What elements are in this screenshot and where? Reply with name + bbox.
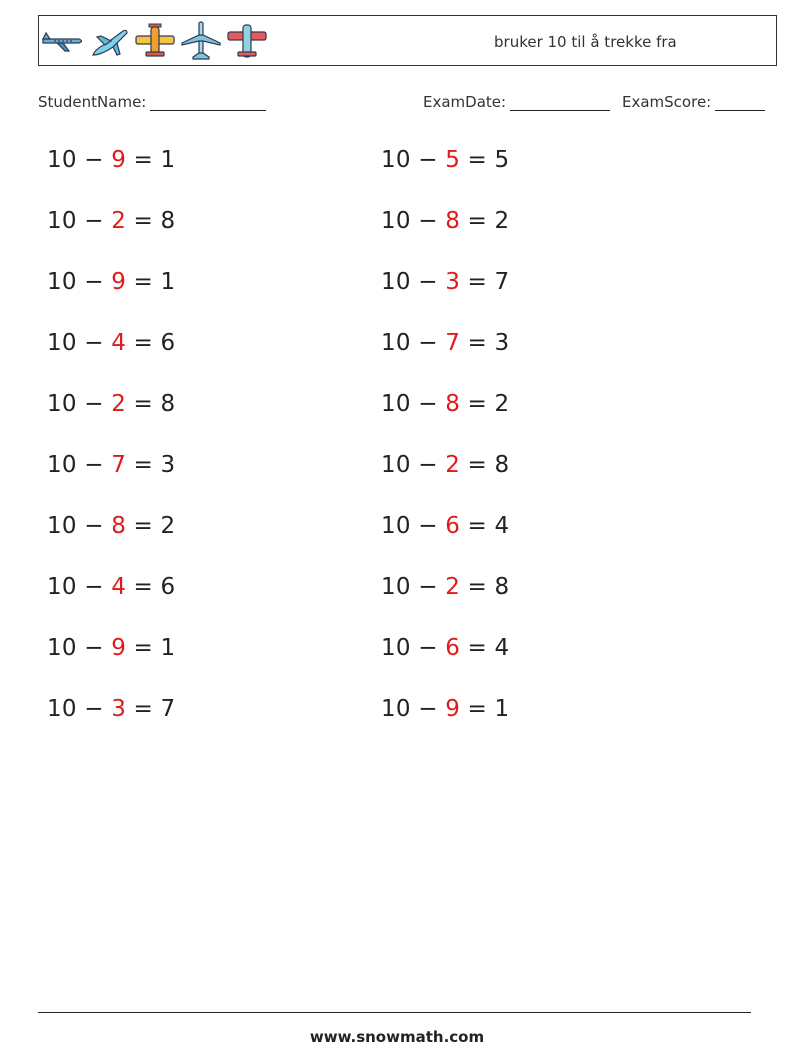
equals-sign: = [133, 330, 154, 356]
minuend: 10 [381, 391, 411, 417]
worksheet-title: bruker 10 til å trekke fra [494, 33, 677, 51]
minus-sign: − [84, 147, 104, 173]
subtrahend: 2 [445, 452, 461, 478]
minus-sign: − [84, 696, 104, 722]
minus-sign: − [84, 635, 104, 661]
answer: 1 [160, 269, 176, 295]
problem-right-2 [381, 208, 509, 234]
subtrahend: 5 [445, 147, 461, 173]
subtrahend: 4 [111, 330, 127, 356]
subtrahend: 9 [111, 269, 127, 295]
problem-right-1 [381, 147, 509, 173]
minuend: 10 [47, 208, 77, 234]
subtrahend: 3 [111, 696, 127, 722]
problem-left-3 [47, 269, 175, 295]
answer: 8 [160, 208, 176, 234]
answer: 8 [494, 574, 510, 600]
subtrahend: 2 [111, 208, 127, 234]
answer: 2 [494, 391, 510, 417]
minus-sign: − [418, 330, 438, 356]
minus-sign: − [84, 208, 104, 234]
equals-sign: = [467, 635, 488, 661]
equals-sign: = [133, 513, 154, 539]
minus-sign: − [418, 391, 438, 417]
minus-sign: − [418, 208, 438, 234]
passenger-plane-icon [179, 21, 223, 61]
answer: 6 [160, 574, 176, 600]
answer: 8 [494, 452, 510, 478]
answer: 5 [494, 147, 510, 173]
minuend: 10 [47, 147, 77, 173]
problem-left-8 [47, 574, 175, 600]
answer: 1 [160, 635, 176, 661]
minuend: 10 [381, 208, 411, 234]
problem-left-10 [47, 696, 175, 722]
problem-left-5 [47, 391, 175, 417]
subtrahend: 2 [445, 574, 461, 600]
minus-sign: − [418, 635, 438, 661]
minus-sign: − [84, 513, 104, 539]
exam-date-blank [510, 94, 610, 111]
subtrahend: 7 [111, 452, 127, 478]
answer: 3 [160, 452, 176, 478]
answer: 4 [494, 635, 510, 661]
minuend: 10 [381, 452, 411, 478]
minuend: 10 [381, 330, 411, 356]
subtrahend: 8 [445, 391, 461, 417]
exam-score-label: ExamScore: [622, 93, 712, 111]
swept-wing-plane-icon [87, 21, 131, 61]
subtrahend: 3 [445, 269, 461, 295]
problem-left-7 [47, 513, 175, 539]
equals-sign: = [133, 574, 154, 600]
problem-right-10 [381, 696, 509, 722]
minus-sign: − [418, 452, 438, 478]
problem-right-3 [381, 269, 509, 295]
minus-sign: − [418, 513, 438, 539]
equals-sign: = [467, 330, 488, 356]
exam-score-field [622, 93, 765, 111]
minuend: 10 [47, 513, 77, 539]
problem-left-1 [47, 147, 175, 173]
equals-sign: = [467, 696, 488, 722]
equals-sign: = [467, 147, 488, 173]
equals-sign: = [133, 208, 154, 234]
exam-score-blank [715, 94, 765, 111]
minuend: 10 [47, 574, 77, 600]
equals-sign: = [467, 391, 488, 417]
student-name-blank [150, 94, 266, 111]
exam-date-label: ExamDate: [423, 93, 507, 111]
equals-sign: = [467, 208, 488, 234]
minuend: 10 [381, 269, 411, 295]
minuend: 10 [381, 513, 411, 539]
minuend: 10 [381, 635, 411, 661]
minus-sign: − [418, 574, 438, 600]
minuend: 10 [47, 635, 77, 661]
minuend: 10 [47, 330, 77, 356]
minus-sign: − [418, 696, 438, 722]
student-name-label: StudentName: [38, 93, 147, 111]
subtrahend: 2 [111, 391, 127, 417]
equals-sign: = [467, 269, 488, 295]
header-box [38, 15, 777, 66]
problem-left-2 [47, 208, 175, 234]
answer: 3 [494, 330, 510, 356]
icon-strip [41, 21, 269, 61]
problem-right-8 [381, 574, 509, 600]
jet-airliner-icon [41, 21, 85, 61]
red-propeller-plane-icon [225, 21, 269, 61]
minuend: 10 [381, 574, 411, 600]
minus-sign: − [84, 452, 104, 478]
minus-sign: − [418, 269, 438, 295]
equals-sign: = [467, 574, 488, 600]
problem-left-6 [47, 452, 175, 478]
problem-right-4 [381, 330, 509, 356]
answer: 1 [494, 696, 510, 722]
minus-sign: − [84, 391, 104, 417]
problem-left-9 [47, 635, 175, 661]
subtrahend: 6 [445, 513, 461, 539]
equals-sign: = [133, 391, 154, 417]
exam-date-field [423, 93, 610, 111]
equals-sign: = [133, 696, 154, 722]
equals-sign: = [467, 513, 488, 539]
answer: 7 [160, 696, 176, 722]
minuend: 10 [47, 269, 77, 295]
minus-sign: − [84, 574, 104, 600]
answer: 8 [160, 391, 176, 417]
equals-sign: = [133, 269, 154, 295]
problem-right-5 [381, 391, 509, 417]
problem-right-7 [381, 513, 509, 539]
equals-sign: = [467, 452, 488, 478]
answer: 2 [494, 208, 510, 234]
subtrahend: 6 [445, 635, 461, 661]
problem-right-6 [381, 452, 509, 478]
yellow-propeller-plane-icon [133, 21, 177, 61]
subtrahend: 8 [445, 208, 461, 234]
minuend: 10 [381, 147, 411, 173]
footer-url: www.snowmath.com [309, 1028, 485, 1046]
minuend: 10 [47, 696, 77, 722]
minuend: 10 [47, 391, 77, 417]
equals-sign: = [133, 635, 154, 661]
answer: 2 [160, 513, 176, 539]
footer-divider [38, 1012, 751, 1013]
minuend: 10 [47, 452, 77, 478]
subtrahend: 7 [445, 330, 461, 356]
minus-sign: − [84, 269, 104, 295]
subtrahend: 8 [111, 513, 127, 539]
subtrahend: 9 [445, 696, 461, 722]
equals-sign: = [133, 452, 154, 478]
minus-sign: − [418, 147, 438, 173]
answer: 6 [160, 330, 176, 356]
answer: 1 [160, 147, 176, 173]
subtrahend: 4 [111, 574, 127, 600]
subtrahend: 9 [111, 635, 127, 661]
minus-sign: − [84, 330, 104, 356]
subtrahend: 9 [111, 147, 127, 173]
student-name-field [38, 93, 266, 111]
equals-sign: = [133, 147, 154, 173]
problem-right-9 [381, 635, 509, 661]
problem-left-4 [47, 330, 175, 356]
answer: 4 [494, 513, 510, 539]
answer: 7 [494, 269, 510, 295]
minuend: 10 [381, 696, 411, 722]
